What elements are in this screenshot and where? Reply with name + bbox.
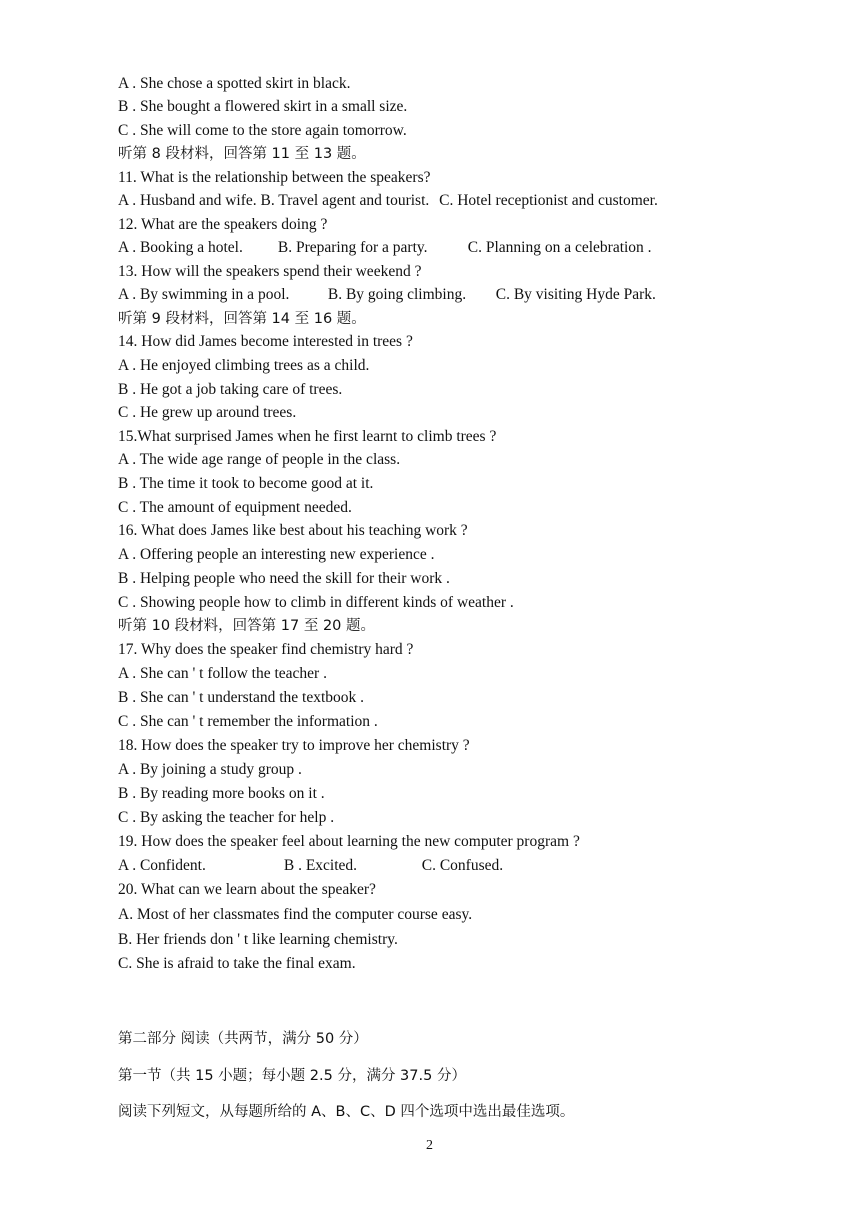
q19-options — [118, 856, 503, 876]
question-17: 17. Why does the speaker find chemistry hard ? — [118, 641, 414, 658]
q15-option-c: C . The amount of equipment needed. — [118, 499, 352, 516]
q12-option-a: A . Booking a hotel. — [118, 239, 243, 256]
q19-option-c: C. Confused. — [421, 857, 504, 874]
question-20: 20. What can we learn about the speaker? — [118, 881, 376, 898]
q12-options — [118, 238, 652, 258]
q10-option-c: C . She will come to the store again tomorrow. — [118, 122, 407, 139]
q18-option-c: C . By asking the teacher for help . — [118, 809, 335, 826]
question-11: 11. What is the relationship between the speakers? — [118, 169, 431, 186]
q19-option-b: B . Excited. — [283, 857, 358, 874]
q12-option-b: B. Preparing for a party. — [277, 239, 428, 256]
q14-option-c: C . He grew up around trees. — [118, 404, 297, 421]
q16-option-c: C . Showing people how to climb in different kinds of weather . — [118, 594, 514, 611]
question-14: 14. How did James become interested in trees ? — [118, 333, 413, 350]
question-15: 15.What surprised James when he first learnt to climb trees ? — [118, 428, 497, 445]
question-16: 16. What does James like best about his teaching work ? — [118, 522, 468, 539]
question-19: 19. How does the speaker feel about learning the new computer program ? — [118, 833, 580, 850]
reading-instruction: 阅读下列短文，从每题所给的 A、B、C、D 四个选项中选出最佳选项。 — [118, 1104, 575, 1120]
q15-option-a: A . The wide age range of people in the class. — [118, 451, 401, 468]
q13-option-c: C. By visiting Hyde Park. — [495, 286, 656, 303]
q10-option-a: A . She chose a spotted skirt in black. — [118, 75, 351, 92]
q12-option-c: C. Planning on a celebration . — [467, 239, 652, 256]
part-two-title: 第二部分 阅读（共两节，满分 50 分） — [118, 1031, 368, 1047]
q16-option-b: B . Helping people who need the skill for their work . — [118, 570, 450, 587]
material-9-heading: 听第 9 段材料，回答第 14 至 16 题。 — [118, 311, 366, 327]
q17-option-c: C . She can ' t remember the information . — [118, 713, 378, 730]
material-10-heading: 听第 10 段材料，回答第 17 至 20 题。 — [118, 618, 376, 634]
q18-option-a: A . By joining a study group . — [118, 761, 302, 778]
subsection-one-title: 第一节（共 15 小题；每小题 2.5 分，满分 37.5 分） — [118, 1068, 466, 1084]
q20-option-b: B. Her friends don ' t like learning chemistry. — [118, 931, 398, 948]
q18-option-b: B . By reading more books on it . — [118, 785, 325, 802]
q11-options — [118, 191, 658, 211]
q17-option-a: A . She can ' t follow the teacher . — [118, 665, 327, 682]
q11-options-ab: A . Husband and wife. B. Travel agent and tourist. — [118, 192, 430, 209]
q17-option-b: B . She can ' t understand the textbook . — [118, 689, 365, 706]
q13-option-b: B. By going climbing. — [327, 286, 467, 303]
q19-option-a: A . Confident. — [118, 857, 206, 874]
question-18: 18. How does the speaker try to improve her chemistry ? — [118, 737, 470, 754]
q20-option-a: A. Most of her classmates find the computer course easy. — [118, 906, 473, 923]
q10-option-b: B . She bought a flowered skirt in a small size. — [118, 98, 408, 115]
q13-options — [118, 285, 656, 305]
q15-option-b: B . The time it took to become good at it. — [118, 475, 374, 492]
question-12: 12. What are the speakers doing ? — [118, 216, 328, 233]
page-number: 2 — [426, 1138, 433, 1153]
q14-option-a: A . He enjoyed climbing trees as a child. — [118, 357, 370, 374]
q14-option-b: B . He got a job taking care of trees. — [118, 381, 343, 398]
q16-option-a: A . Offering people an interesting new experience . — [118, 546, 435, 563]
q11-option-c: C. Hotel receptionist and customer. — [439, 192, 658, 209]
question-13: 13. How will the speakers spend their weekend ? — [118, 263, 422, 280]
q13-option-a: A . By swimming in a pool. — [118, 286, 290, 303]
material-8-heading: 听第 8 段材料，回答第 11 至 13 题。 — [118, 146, 366, 162]
q20-option-c: C. She is afraid to take the final exam. — [118, 955, 356, 972]
